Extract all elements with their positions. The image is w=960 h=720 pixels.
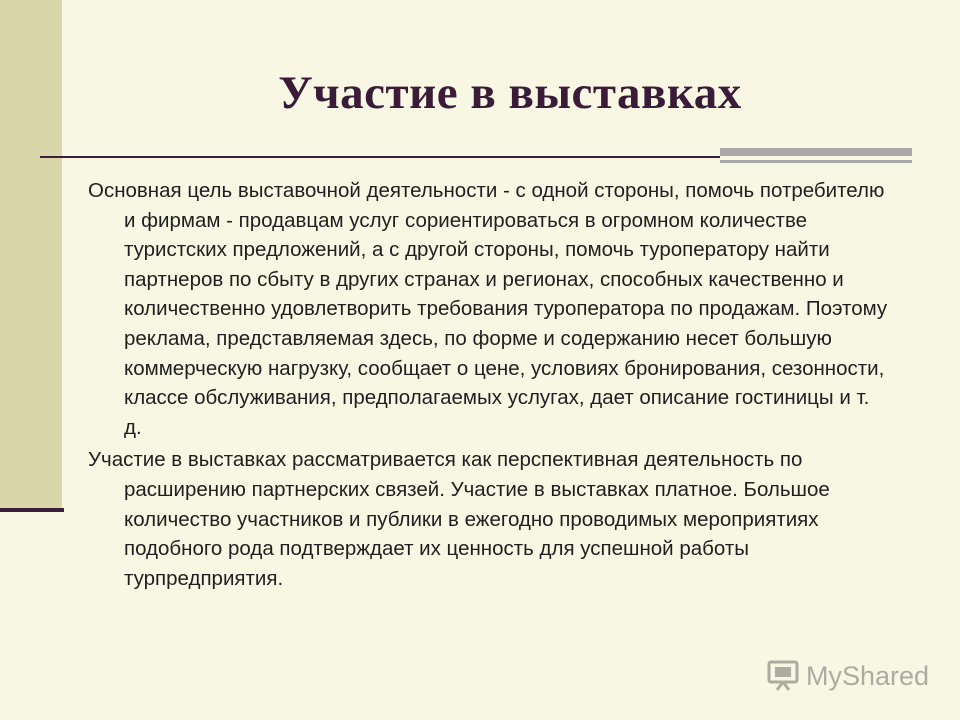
watermark-text: MyShared xyxy=(806,660,930,691)
slide-title: Участие в выставках xyxy=(278,67,742,119)
title-divider-accent-thick xyxy=(720,148,912,156)
title-divider-accent-thin xyxy=(720,160,912,163)
watermark xyxy=(766,656,929,696)
body-paragraph-2: Участие в выставках рассматривается как перспективная деятельность по расширению партнерских связей. Участие в выставках платное. Большое количество участников и публики в ежегодно проводимых мероприятиях подобного рода подтверждает их ценность для успешной работы турпредприятия. xyxy=(88,448,830,590)
presentation-icon xyxy=(766,659,800,693)
title-divider-line xyxy=(40,156,720,158)
left-bar-underline xyxy=(0,508,64,512)
slide-body xyxy=(88,176,888,596)
left-accent-bar xyxy=(0,0,62,512)
body-paragraph-1: Основная цель выставочной деятельности - с одной стороны, помочь потребителю и фирмам - продавцам услуг сориентироваться в огромном количестве туристских предложений, а с другой стороны, помочь туроператору найти партнеров по сбыту в других странах и регионах, способных качественно и количественно удовлетворить требования туроператора по продажам. Поэтому реклама, представляемая здесь, по форме и содержанию несет большую коммерческую нагрузку, сообщает о цене, условиях бронирования, сезонности, классе обслуживания, предполагаемых услугах, дает описание гостиницы и т. д. xyxy=(88,179,888,439)
